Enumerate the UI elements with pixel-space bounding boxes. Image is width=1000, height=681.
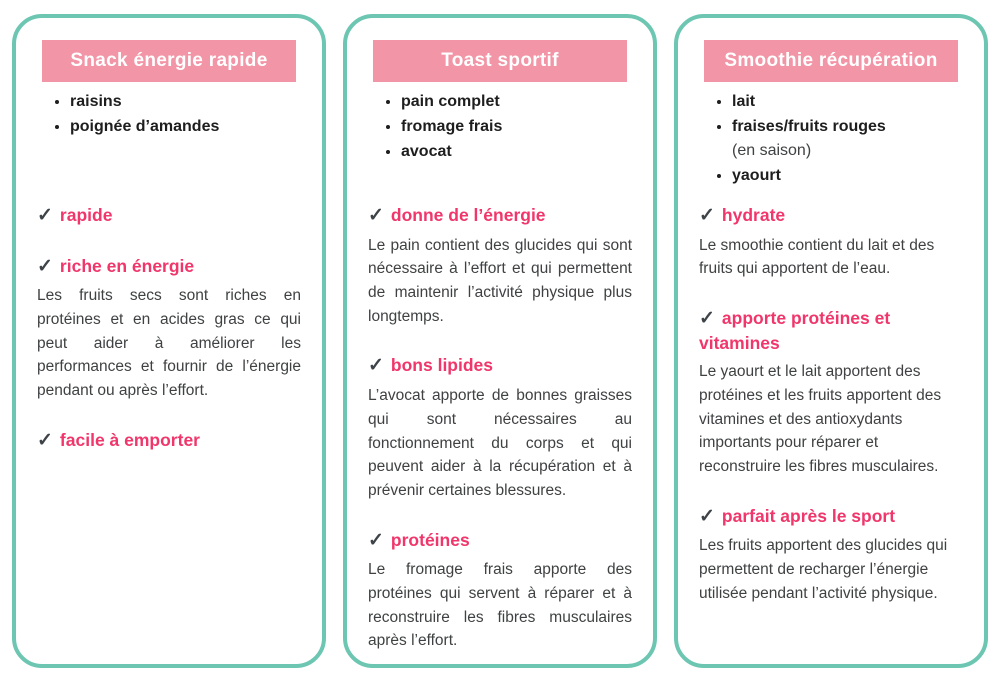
- benefit-heading: [699, 306, 963, 355]
- benefit-section: [368, 203, 632, 328]
- benefit-heading-label: rapide: [59, 205, 113, 225]
- benefit-heading: [368, 203, 632, 229]
- ingredient-item: • fromage frais: [401, 115, 632, 139]
- benefit-heading: [37, 203, 301, 229]
- benefit-section: [699, 203, 963, 281]
- check-icon: ✓: [699, 505, 715, 527]
- benefit-heading: [368, 353, 632, 379]
- check-icon: ✓: [37, 205, 53, 226]
- benefit-section: [37, 428, 301, 454]
- benefit-body: Le smoothie contient du lait et des fruits qui apportent de l’eau.: [699, 236, 935, 278]
- benefit-heading: [37, 254, 301, 280]
- ingredient-item: • pain complet: [401, 90, 632, 114]
- benefit-heading-label: donne de l’énergie: [390, 205, 546, 225]
- benefit-section: [37, 203, 301, 229]
- check-icon: ✓: [368, 205, 384, 226]
- check-icon: ✓: [368, 355, 384, 377]
- benefit-heading-label: protéines: [390, 529, 470, 550]
- ingredient-item: • poignée d’amandes: [70, 115, 301, 139]
- ingredient-list: [699, 90, 963, 203]
- benefit-heading: [699, 504, 963, 530]
- check-icon: ✓: [699, 308, 715, 330]
- benefit-body: L’avocat apporte de bonnes graisses qui sont nécessaires au fonctionnement du corps et qui peuvent aider à la récupération et à prévenir certaines blessures.: [368, 387, 632, 499]
- benefit-heading-label: hydrate: [721, 205, 786, 225]
- benefit-heading-label: riche en énergie: [59, 255, 195, 276]
- card-title: Snack énergie rapide: [42, 40, 296, 82]
- ingredient-item: • lait: [732, 90, 963, 114]
- ingredient-list: [37, 90, 301, 203]
- ingredient-item: [732, 115, 963, 163]
- check-icon: ✓: [368, 529, 384, 551]
- card-toast-sportif: [343, 14, 657, 668]
- card-title: Smoothie récupération: [704, 40, 958, 82]
- ingredient-item: • yaourt: [732, 164, 963, 188]
- check-icon: ✓: [699, 205, 715, 226]
- benefit-body: Les fruits apportent des glucides qui permettent de recharger l’énergie utilisée pendant l’activité physique.: [699, 537, 948, 602]
- benefit-body: Le pain contient des glucides qui sont nécessaire à l’effort et qui permettent de maintenir l’activité physique plus longtemps.: [368, 236, 632, 325]
- benefit-heading: [368, 528, 632, 554]
- benefit-section: [368, 353, 632, 502]
- check-icon: ✓: [37, 255, 53, 277]
- benefit-section: [699, 504, 963, 606]
- ingredient-item: • raisins: [70, 90, 301, 114]
- benefit-heading: [699, 203, 963, 229]
- benefit-heading-label: bons lipides: [390, 355, 494, 376]
- benefit-section: [37, 254, 301, 403]
- benefit-heading: [37, 428, 301, 454]
- benefit-heading-label: facile à emporter: [59, 429, 200, 450]
- card-title: Toast sportif: [373, 40, 627, 82]
- ingredient-item: • avocat: [401, 140, 632, 164]
- ingredient-note: (en saison): [732, 142, 812, 159]
- card-smoothie-recuperation: [674, 14, 988, 668]
- benefit-section: [699, 306, 963, 479]
- benefit-body: Le yaourt et le lait apportent des protéines et les fruits apportent des vitamines et des antioxydants importants pour réparer et reconstruire les fibres musculaires.: [699, 363, 942, 476]
- benefit-body: Les fruits secs sont riches en protéines et en acides gras ce qui peut aider à améliorer les performances et fournir de l’énergie pendant ou après l’effort.: [37, 287, 301, 400]
- card-snack-energie-rapide: [12, 14, 326, 668]
- ingredient-label: fraises/fruits rouges: [732, 118, 886, 135]
- ingredient-list: [368, 90, 632, 203]
- check-icon: ✓: [37, 429, 53, 451]
- benefit-heading-label: apporte protéines et vitamines: [699, 308, 891, 353]
- benefit-section: [368, 528, 632, 653]
- benefit-heading-label: parfait après le sport: [721, 505, 896, 526]
- benefit-body: Le fromage frais apporte des protéines qui servent à réparer et à reconstruire les fibres musculaires après l’effort.: [368, 561, 632, 650]
